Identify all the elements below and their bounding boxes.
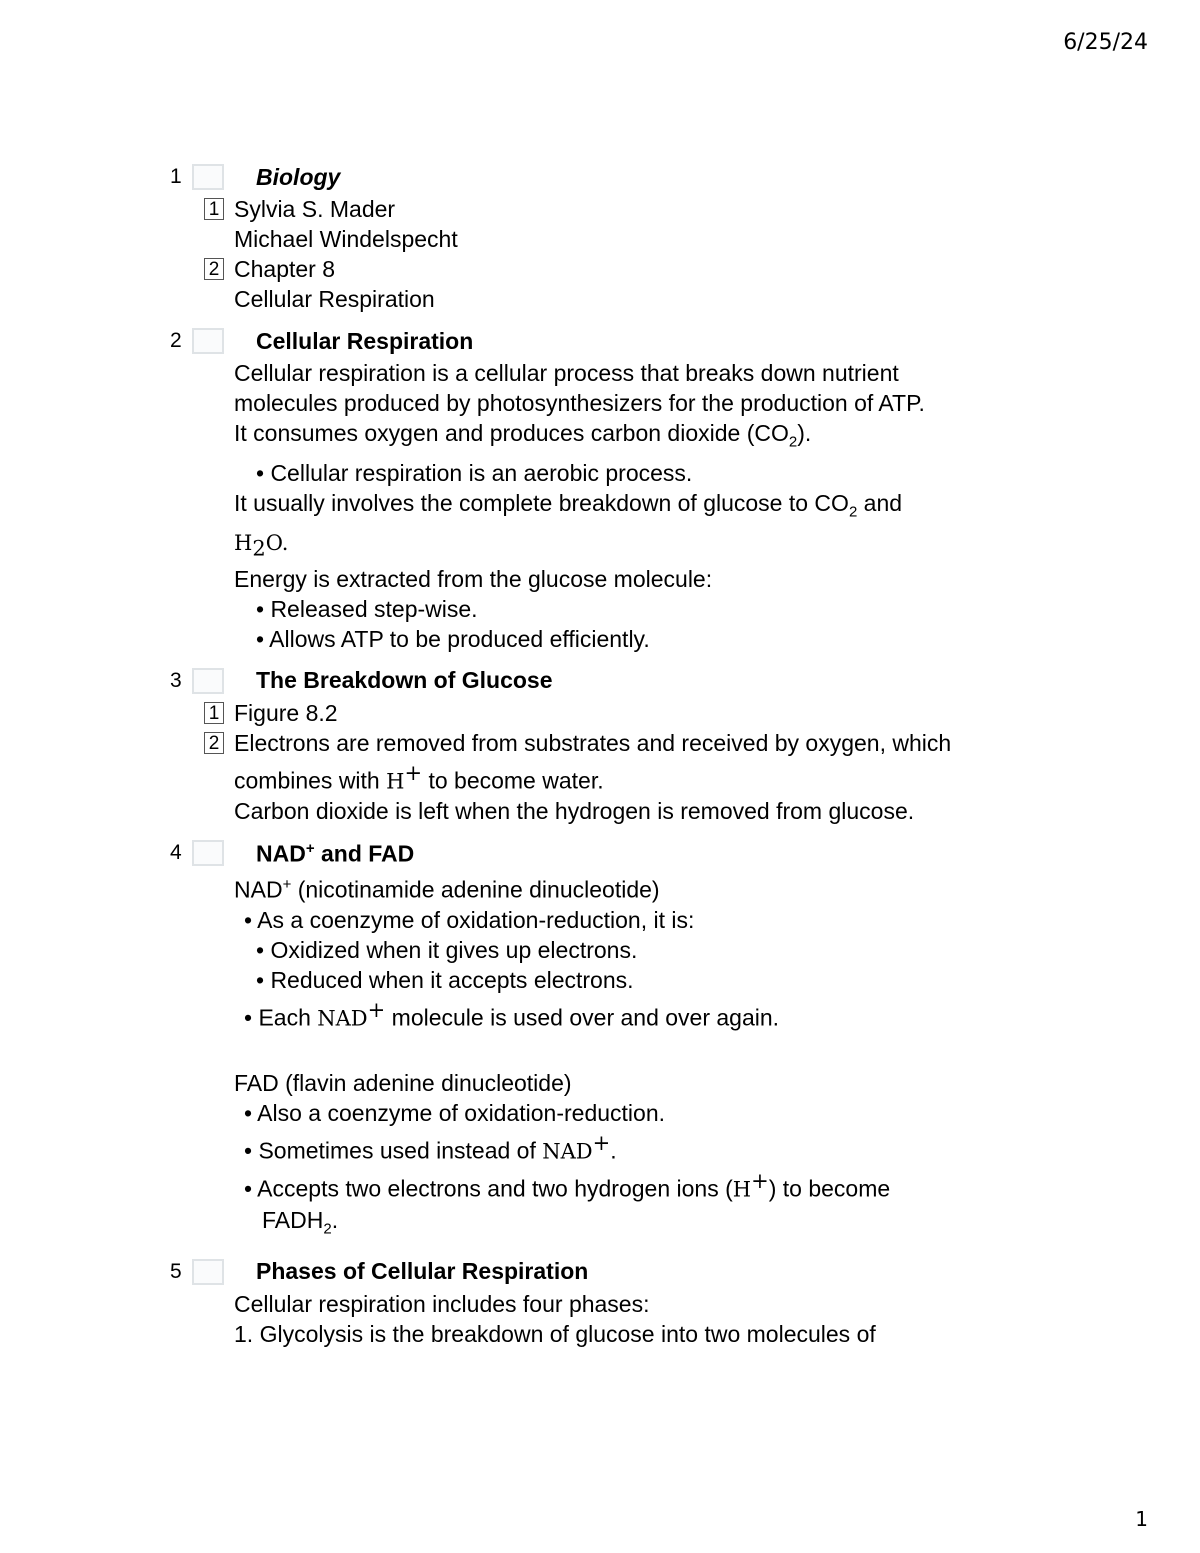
slide-5 xyxy=(170,1255,1150,1349)
slide-title: NAD+ and FAD xyxy=(256,839,415,867)
bullet-line: • As a coenzyme of oxidation-reduction, it is: xyxy=(244,907,695,934)
text-line: Cellular respiration is a cellular process that breaks down nutrient xyxy=(234,360,899,386)
sub-item xyxy=(208,728,1150,827)
slide-thumbnail[interactable] xyxy=(192,164,224,190)
text-line: FAD (flavin adenine dinucleotide) xyxy=(234,1069,572,1096)
text-line: It consumes oxygen and produces carbon dioxide $(CO_2)$. xyxy=(234,420,812,451)
text-line: Carbon dioxide is left when the hydrogen is removed from glucose. xyxy=(234,798,915,825)
sub-marker: 2 xyxy=(204,258,224,280)
slide-4 xyxy=(170,836,1150,1244)
text-line: It usually involves the complete breakdown of glucose to $CO_2$ and xyxy=(234,489,903,521)
text-line: combines with H+ to become water. xyxy=(234,760,604,794)
bullet-line: • Sometimes used instead of NAD+. xyxy=(244,1130,617,1164)
text-line: Figure 8.2 xyxy=(234,699,338,726)
slide-number: 5 xyxy=(170,1259,182,1283)
notes-page xyxy=(170,160,1150,1359)
bullet-line: • Accepts two electrons and two hydrogen ions (H+) to become xyxy=(244,1169,891,1203)
text-line: NAD+ (nicotinamide adenine dinucleotide) xyxy=(234,876,660,904)
sub-marker: 2 xyxy=(204,732,224,754)
text-line: $FADH_2$. xyxy=(262,1207,339,1238)
slide-2 xyxy=(170,324,1150,654)
text-line: Sylvia S. Mader xyxy=(234,196,396,222)
text-line: Michael Windelspecht xyxy=(234,226,458,252)
slide-1 xyxy=(170,160,1150,314)
text-line: $H_2O$. xyxy=(234,531,289,561)
text-line: Cellular respiration includes four phases: xyxy=(234,1290,650,1317)
slide-number: 1 xyxy=(170,165,182,188)
slide-thumbnail[interactable] xyxy=(192,328,224,354)
sub-marker: 1 xyxy=(204,198,224,220)
sub-item xyxy=(208,254,1150,314)
print-date: 6/25/24 xyxy=(1063,30,1148,55)
text-line: Chapter 8 xyxy=(234,256,336,282)
bullet-line: • Each NAD+ molecule is used over and over again. xyxy=(244,998,780,1031)
slide-title: Biology xyxy=(256,163,341,190)
bullet-line: • Cellular respiration is an aerobic process. xyxy=(256,459,693,486)
slide-thumbnail[interactable] xyxy=(192,668,224,694)
slide-title: Cellular Respiration xyxy=(256,327,474,354)
sub-item xyxy=(208,194,1150,254)
slide-3 xyxy=(170,664,1150,827)
bullet-line: • Released step-wise. xyxy=(256,595,478,622)
bullet-line: • Oxidized when it gives up electrons. xyxy=(256,937,638,964)
text-line: Electrons are removed from substrates and received by oxygen, which xyxy=(234,729,952,756)
slide-number: 2 xyxy=(170,329,182,352)
slide-thumbnail[interactable] xyxy=(192,840,224,866)
slide-number: 4 xyxy=(170,841,182,865)
bullet-line: • Also a coenzyme of oxidation-reduction. xyxy=(244,1099,666,1126)
text-line: molecules produced by photosynthesizers for the production of ATP. xyxy=(234,390,925,416)
slide-thumbnail[interactable] xyxy=(192,1259,224,1285)
text-line: Cellular Respiration xyxy=(234,286,435,312)
bullet-line: • Reduced when it accepts electrons. xyxy=(256,967,634,994)
text-line: Energy is extracted from the glucose molecule: xyxy=(234,565,713,592)
slide-title: Phases of Cellular Respiration xyxy=(256,1258,589,1285)
sub-marker: 1 xyxy=(204,702,224,724)
sub-item xyxy=(208,698,1150,728)
text-line: 1. Glycolysis is the breakdown of glucose into two molecules of xyxy=(234,1320,876,1347)
page-number: 1 xyxy=(1135,1507,1148,1531)
bullet-line: • Allows ATP to be produced efficiently. xyxy=(256,625,650,652)
slide-title: The Breakdown of Glucose xyxy=(256,667,553,694)
slide-number: 3 xyxy=(170,668,182,692)
